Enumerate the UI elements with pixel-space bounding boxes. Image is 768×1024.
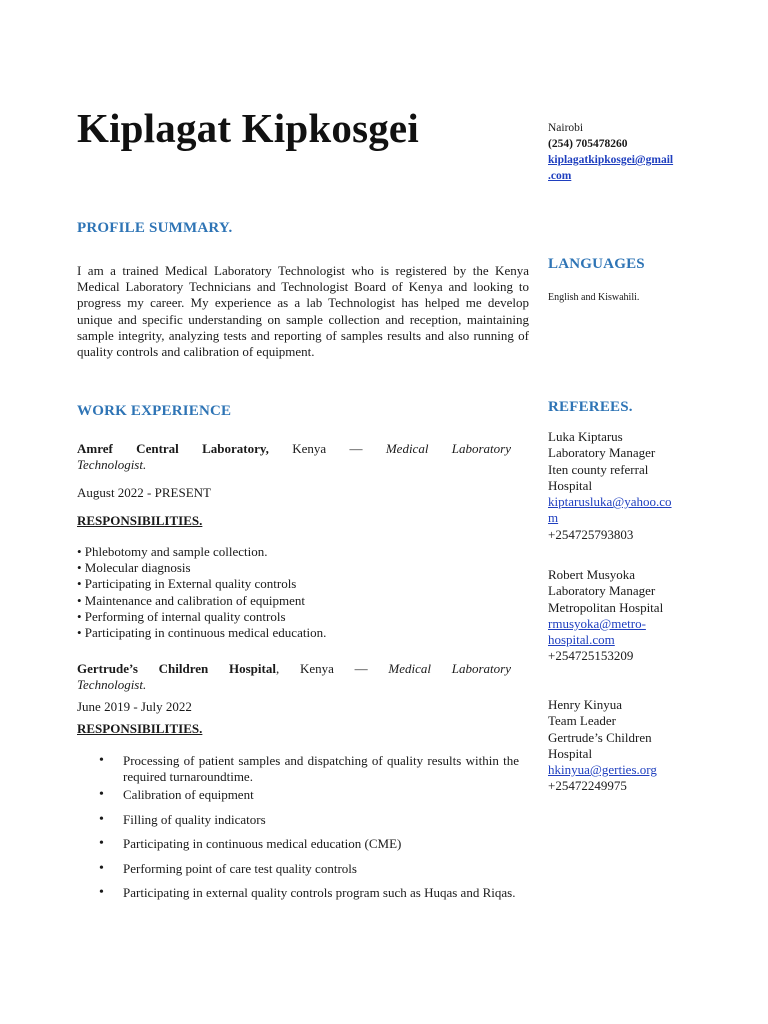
- list-item: • Participating in continuous medical education (CME): [99, 836, 519, 852]
- responsibilities-label: RESPONSIBILITIES.: [77, 721, 203, 736]
- job-role: Medical Laboratory: [385, 441, 511, 456]
- list-item: • Participating in continuous medical education.: [77, 625, 327, 641]
- referee-card: [548, 429, 708, 543]
- list-item: • Participating in External quality controls: [77, 576, 297, 592]
- employer-name: Gertrude’s Children Hospital: [77, 661, 276, 676]
- list-item: • Performing point of care test quality controls: [99, 861, 519, 877]
- list-item: • Performing of internal quality controls: [77, 608, 286, 624]
- referee-phone: +254725153209: [548, 648, 634, 664]
- responsibilities-list: [99, 753, 519, 901]
- referee-title: Laboratory Manager: [548, 583, 656, 599]
- referee-title: Laboratory Manager: [548, 445, 656, 461]
- job-dates: August 2022 - PRESENT: [77, 485, 211, 500]
- referees-heading: REFEREES.: [548, 399, 633, 415]
- job-dates: June 2019 - July 2022: [77, 699, 192, 714]
- list-item: • Filling of quality indicators: [99, 812, 519, 828]
- referee-name: Robert Musyoka: [548, 567, 636, 582]
- job-location: , Kenya —: [275, 661, 389, 676]
- referee-email-link[interactable]: rmusyoka@metro-: [548, 615, 646, 631]
- list-item: • Participating in external quality controls program such as Huqas and Riqas.: [99, 885, 519, 901]
- referee-org-cont: Hospital: [548, 477, 593, 493]
- referee-email-link[interactable]: hkinyua@gerties.org: [548, 762, 657, 778]
- list-item: • Molecular diagnosis: [77, 560, 191, 576]
- referee-org: Metropolitan Hospital: [548, 599, 664, 615]
- referee-card: [548, 697, 708, 795]
- employer-name: Amref Central Laboratory,: [77, 441, 269, 456]
- job-role-cont: Technologist.: [77, 677, 147, 692]
- job-role: Medical Laboratory: [388, 661, 511, 676]
- list-item: • Phlebotomy and sample collection.: [77, 544, 268, 559]
- job-location: Kenya —: [268, 441, 386, 456]
- job-role-cont: Technologist.: [77, 457, 147, 472]
- referee-email-link-cont[interactable]: m: [548, 510, 559, 526]
- job-header: [77, 661, 511, 677]
- contact-phone: (254) 705478260: [548, 138, 628, 150]
- contact-email-link-cont[interactable]: .com: [548, 170, 572, 182]
- list-item: • Calibration of equipment: [99, 787, 519, 803]
- profile-text: I am a trained Medical Laboratory Technologist who is registered by the Kenya Medical Laboratory Technicians and Technologist Board of Kenya and looking to progress my career. My experience as a lab Technologist has helped me develop unique and specific understanding on sample collection and reception, maintaining sample integrity, analyzing tests and reporting of samples results and also running of quality controls and calibration of equipment.: [77, 263, 529, 360]
- referee-phone: +25472249975: [548, 778, 627, 794]
- referee-org: Iten county referral: [548, 461, 649, 477]
- contact-block: [548, 120, 718, 184]
- referee-email-link[interactable]: kiptarusluka@yahoo.co: [548, 494, 672, 510]
- referee-name: Luka Kiptarus: [548, 429, 623, 444]
- list-item: • Processing of patient samples and dispatching of quality results within the required turnaroundtime.: [99, 753, 519, 784]
- profile-heading: PROFILE SUMMARY.: [77, 220, 233, 236]
- referee-phone: +254725793803: [548, 526, 634, 542]
- referee-title: Team Leader: [548, 713, 617, 729]
- responsibilities-label: RESPONSIBILITIES.: [77, 513, 203, 528]
- candidate-name: Kiplagat Kipkosgei: [77, 105, 419, 151]
- referee-org: Gertrude’s Children: [548, 729, 652, 745]
- referee-card: [548, 567, 708, 665]
- contact-city: Nairobi: [548, 122, 584, 134]
- list-item: • Maintenance and calibration of equipment: [77, 592, 305, 608]
- languages-text: English and Kiswahili.: [548, 292, 640, 303]
- work-heading: WORK EXPERIENCE: [77, 403, 232, 419]
- referee-name: Henry Kinyua: [548, 697, 623, 712]
- job-header: [77, 441, 511, 457]
- referee-email-link-cont[interactable]: hospital.com: [548, 632, 615, 648]
- contact-email-link[interactable]: kiplagatkipkosgei@gmail: [548, 154, 674, 166]
- languages-heading: LANGUAGES: [548, 256, 645, 272]
- referee-org-cont: Hospital: [548, 745, 593, 761]
- responsibilities-list: [77, 544, 326, 641]
